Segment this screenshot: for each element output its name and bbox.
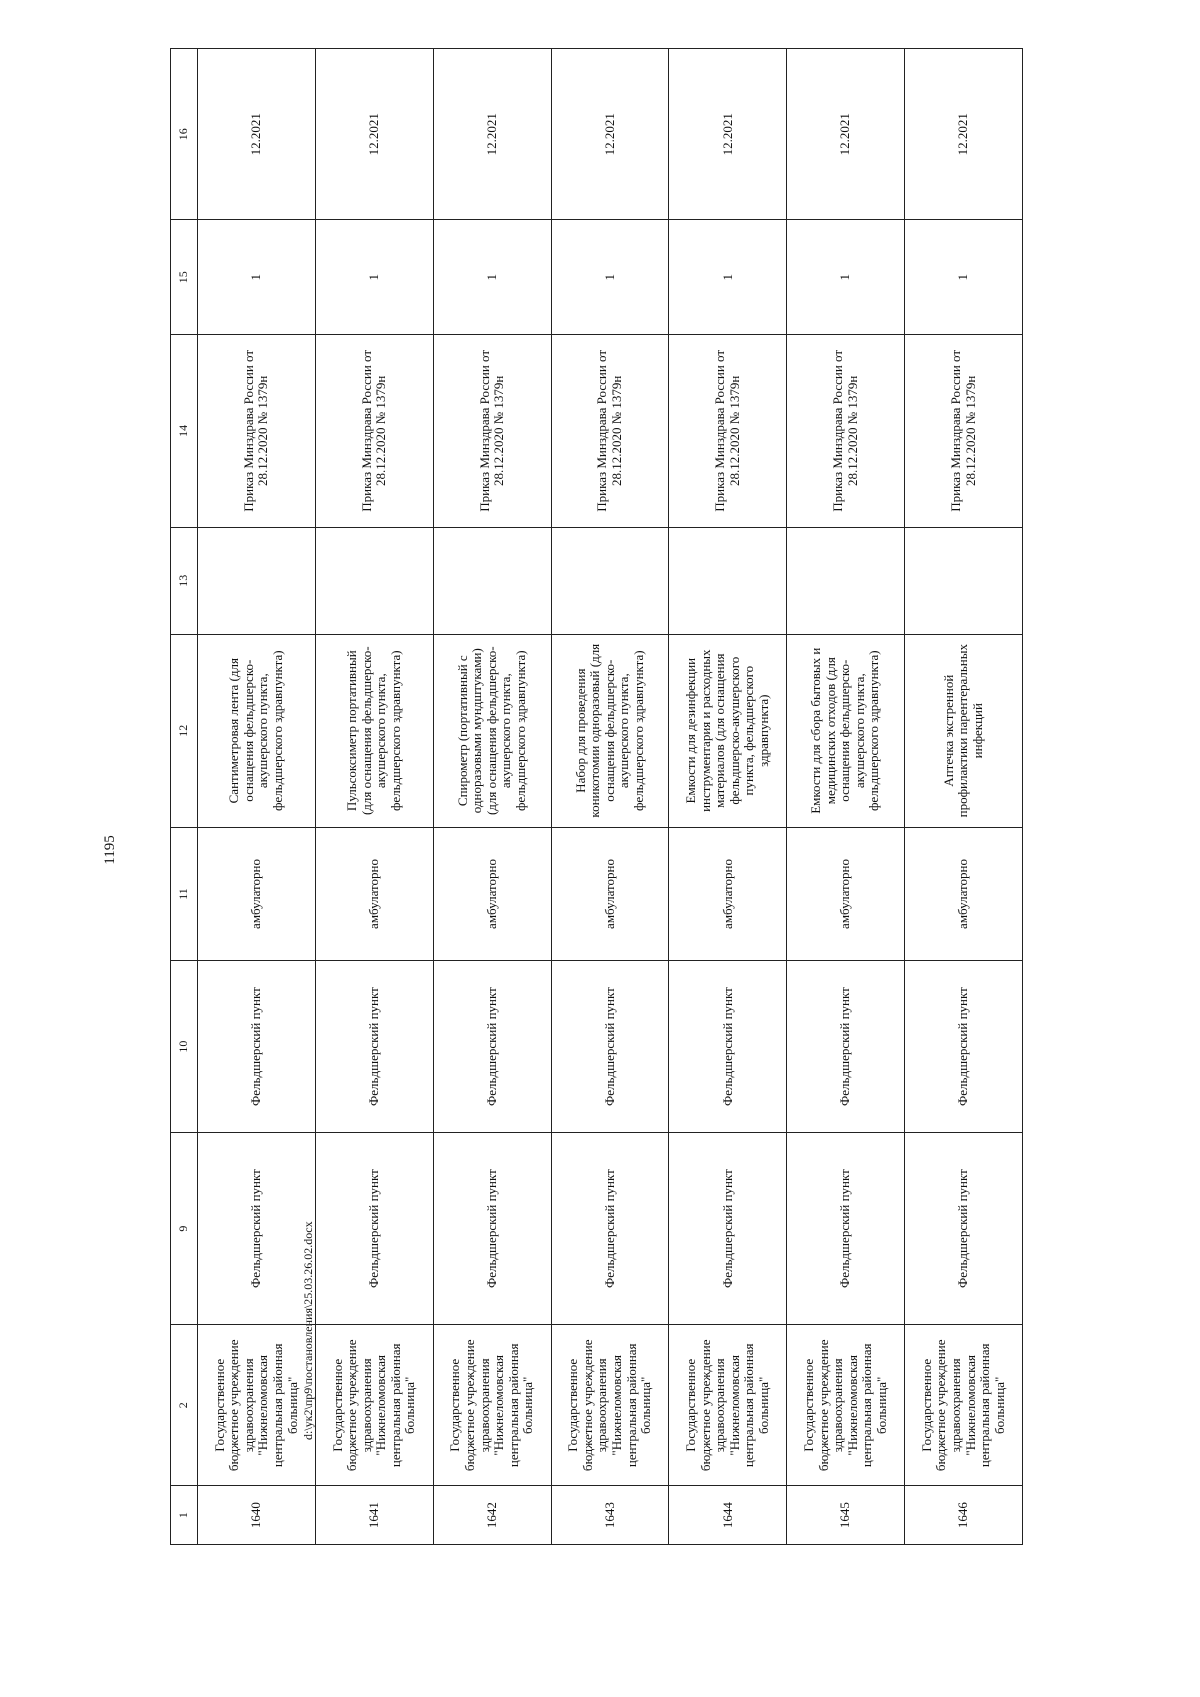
organization-line: бюджетное учреждение xyxy=(815,1339,831,1472)
column-13-cell xyxy=(198,527,316,634)
organization-line: Государственное xyxy=(801,1358,816,1452)
care-mode-cell: амбулаторно xyxy=(198,827,316,961)
unit-cell: Фельдшерский пункт xyxy=(787,961,905,1132)
organization-cell xyxy=(315,1325,433,1486)
organization-line: центральная районная xyxy=(623,1343,639,1468)
organization-line: Государственное xyxy=(211,1358,227,1452)
table-row xyxy=(315,49,433,1545)
column-13-cell xyxy=(905,527,1023,634)
organization-line: больница" xyxy=(284,1376,300,1434)
organization-line: "Нижнеломовская xyxy=(962,1355,978,1456)
header-cell: 14 xyxy=(171,334,198,527)
regulation-cell: Приказ Минздрава России от 28.12.2020 № 1379н xyxy=(198,334,316,527)
header-cell: 1 xyxy=(171,1486,198,1545)
date-cell: 12.2021 xyxy=(551,49,669,220)
organization-line: больница" xyxy=(755,1376,771,1434)
quantity-cell: 1 xyxy=(551,220,669,335)
table-row xyxy=(905,49,1023,1545)
unit-cell: Фельдшерский пункт xyxy=(905,961,1023,1132)
date-cell: 12.2021 xyxy=(198,49,316,220)
table-row xyxy=(787,49,905,1545)
organization-line: бюджетное учреждение xyxy=(579,1339,595,1472)
header-cell: 15 xyxy=(171,220,198,335)
facility-type-cell: Фельдшерский пункт xyxy=(433,1132,551,1325)
facility-type-cell: Фельдшерский пункт xyxy=(315,1132,433,1325)
row-number-cell: 1645 xyxy=(787,1486,905,1545)
unit-cell: Фельдшерский пункт xyxy=(669,961,787,1132)
facility-type-cell: Фельдшерский пункт xyxy=(551,1132,669,1325)
organization-line: "Нижнеломовская xyxy=(844,1355,860,1456)
organization-line: больница" xyxy=(873,1376,889,1434)
equipment-name-cell: Спирометр (портативный с одноразовыми мундштуками) (для оснащения фельдшерско-акушерского пункта, фельдшерского здравпункта) xyxy=(433,634,551,827)
date-cell: 12.2021 xyxy=(905,49,1023,220)
date-cell: 12.2021 xyxy=(787,49,905,220)
organization-line: больница" xyxy=(638,1376,654,1434)
organization-line: центральная районная xyxy=(505,1343,521,1468)
organization-line: бюджетное учреждение xyxy=(462,1339,478,1472)
care-mode-cell: амбулаторно xyxy=(433,827,551,961)
organization-line: "Нижнеломовская xyxy=(726,1355,742,1456)
row-number-cell: 1643 xyxy=(551,1486,669,1545)
organization-line: здравоохранения xyxy=(947,1358,963,1453)
care-mode-cell: амбулаторно xyxy=(669,827,787,961)
organization-line: бюджетное учреждение xyxy=(344,1339,360,1472)
organization-line: бюджетное учреждение xyxy=(933,1339,949,1472)
equipment-name-cell: Емкости для сбора бытовых и медицинских отходов (для оснащения фельдшерско-акушерского пункта, фельдшерского здравпункта) xyxy=(787,634,905,827)
page-number: 1195 xyxy=(101,835,118,865)
row-number-cell: 1642 xyxy=(433,1486,551,1545)
table-row xyxy=(551,49,669,1545)
organization-line: центральная районная xyxy=(859,1343,875,1468)
organization-line: здравоохранения xyxy=(712,1358,728,1453)
equipment-name-cell: Набор для проведения коникотомии одноразовый (для оснащения фельдшерско-акушерского пункта, фельдшерского здравпункта) xyxy=(551,634,669,827)
header-cell: 11 xyxy=(171,827,198,961)
unit-cell: Фельдшерский пункт xyxy=(551,961,669,1132)
regulation-cell: Приказ Минздрава России от 28.12.2020 № 1379н xyxy=(551,334,669,527)
organization-line: Государственное xyxy=(329,1358,345,1452)
quantity-cell: 1 xyxy=(905,220,1023,335)
organization-line: здравоохранения xyxy=(594,1358,610,1453)
organization-line: Государственное xyxy=(565,1358,581,1452)
date-cell: 12.2021 xyxy=(433,49,551,220)
row-number-cell: 1646 xyxy=(905,1486,1023,1545)
organization-line: бюджетное учреждение xyxy=(697,1339,713,1472)
organization-line: здравоохранения xyxy=(240,1358,256,1453)
facility-type-cell: Фельдшерский пункт xyxy=(905,1132,1023,1325)
equipment-name-cell: Аптечка экстренной профилактики парентеральных инфекций xyxy=(905,634,1023,827)
rotated-page-content xyxy=(170,48,1023,1545)
table-header-row xyxy=(171,49,198,1545)
organization-line: Государственное xyxy=(918,1358,934,1452)
organization-line: больница" xyxy=(991,1376,1007,1434)
column-13-cell xyxy=(787,527,905,634)
column-13-cell xyxy=(669,527,787,634)
organization-cell xyxy=(669,1325,787,1486)
organization-line: Государственное xyxy=(683,1358,699,1452)
unit-cell: Фельдшерский пункт xyxy=(433,961,551,1132)
header-cell: 16 xyxy=(171,49,198,220)
regulation-cell: Приказ Минздрава России от 28.12.2020 № 1379н xyxy=(433,334,551,527)
date-cell: 12.2021 xyxy=(315,49,433,220)
quantity-cell: 1 xyxy=(787,220,905,335)
unit-cell: Фельдшерский пункт xyxy=(198,961,316,1132)
organization-cell xyxy=(905,1325,1023,1486)
header-cell: 13 xyxy=(171,527,198,634)
equipment-name-cell: Сантиметровая лента (для оснащения фельдшерско-акушерского пункта, фельдшерского здравпункта) xyxy=(198,634,316,827)
care-mode-cell: амбулаторно xyxy=(905,827,1023,961)
footer-file-path: d:\ук2\пр9\постановления\25.03.26.02.docx xyxy=(301,1221,315,1440)
header-cell: 2 xyxy=(171,1325,198,1486)
organization-line: центральная районная xyxy=(977,1343,993,1468)
organization-cell xyxy=(551,1325,669,1486)
header-cell: 10 xyxy=(171,961,198,1132)
organization-line: "Нижнеломовская xyxy=(491,1355,507,1456)
care-mode-cell: амбулаторно xyxy=(787,827,905,961)
column-13-cell xyxy=(551,527,669,634)
organization-line: Государственное xyxy=(447,1358,463,1452)
header-cell: 12 xyxy=(171,634,198,827)
table-row xyxy=(669,49,787,1545)
organization-cell xyxy=(787,1325,905,1486)
regulation-cell: Приказ Минздрава России от 28.12.2020 № 1379н xyxy=(787,334,905,527)
equipment-name-cell: Пульсоксиметр портативный (для оснащения фельдшерско-акушерского пункта, фельдшерского здравпункта) xyxy=(315,634,433,827)
organization-line: "Нижнеломовская xyxy=(608,1355,624,1456)
organization-line: центральная районная xyxy=(387,1343,403,1468)
organization-line: центральная районная xyxy=(741,1343,757,1468)
column-13-cell xyxy=(315,527,433,634)
regulation-cell: Приказ Минздрава России от 28.12.2020 № 1379н xyxy=(669,334,787,527)
quantity-cell: 1 xyxy=(315,220,433,335)
quantity-cell: 1 xyxy=(198,220,316,335)
facility-type-cell: Фельдшерский пункт xyxy=(198,1132,316,1325)
facility-type-cell: Фельдшерский пункт xyxy=(787,1132,905,1325)
organization-cell xyxy=(198,1325,316,1486)
column-13-cell xyxy=(433,527,551,634)
row-number-cell: 1641 xyxy=(315,1486,433,1545)
organization-line: здравоохранения xyxy=(358,1358,374,1453)
equipment-table xyxy=(170,48,1023,1545)
quantity-cell: 1 xyxy=(433,220,551,335)
unit-cell: Фельдшерский пункт xyxy=(315,961,433,1132)
organization-line: больница" xyxy=(520,1376,536,1434)
equipment-name-cell: Емкости для дезинфекции инструментария и расходных материалов (для оснащения фельдшерско-акушерского пункта, фельдшерского здравпункта) xyxy=(669,634,787,827)
organization-line: здравоохранения xyxy=(476,1358,492,1453)
table-row xyxy=(433,49,551,1545)
regulation-cell: Приказ Минздрава России от 28.12.2020 № 1379н xyxy=(315,334,433,527)
organization-line: бюджетное учреждение xyxy=(226,1339,242,1472)
header-cell: 9 xyxy=(171,1132,198,1325)
organization-line: "Нижнеломовская xyxy=(373,1355,389,1456)
organization-line: центральная районная xyxy=(269,1343,285,1468)
facility-type-cell: Фельдшерский пункт xyxy=(669,1132,787,1325)
care-mode-cell: амбулаторно xyxy=(551,827,669,961)
organization-line: здравоохранения xyxy=(830,1358,846,1453)
table-row xyxy=(198,49,316,1545)
organization-line: "Нижнеломовская xyxy=(255,1355,271,1456)
regulation-cell: Приказ Минздрава России от 28.12.2020 № 1379н xyxy=(905,334,1023,527)
organization-cell xyxy=(433,1325,551,1486)
row-number-cell: 1640 xyxy=(198,1486,316,1545)
quantity-cell: 1 xyxy=(669,220,787,335)
row-number-cell: 1644 xyxy=(669,1486,787,1545)
organization-line: больница" xyxy=(402,1376,418,1434)
care-mode-cell: амбулаторно xyxy=(315,827,433,961)
date-cell: 12.2021 xyxy=(669,49,787,220)
